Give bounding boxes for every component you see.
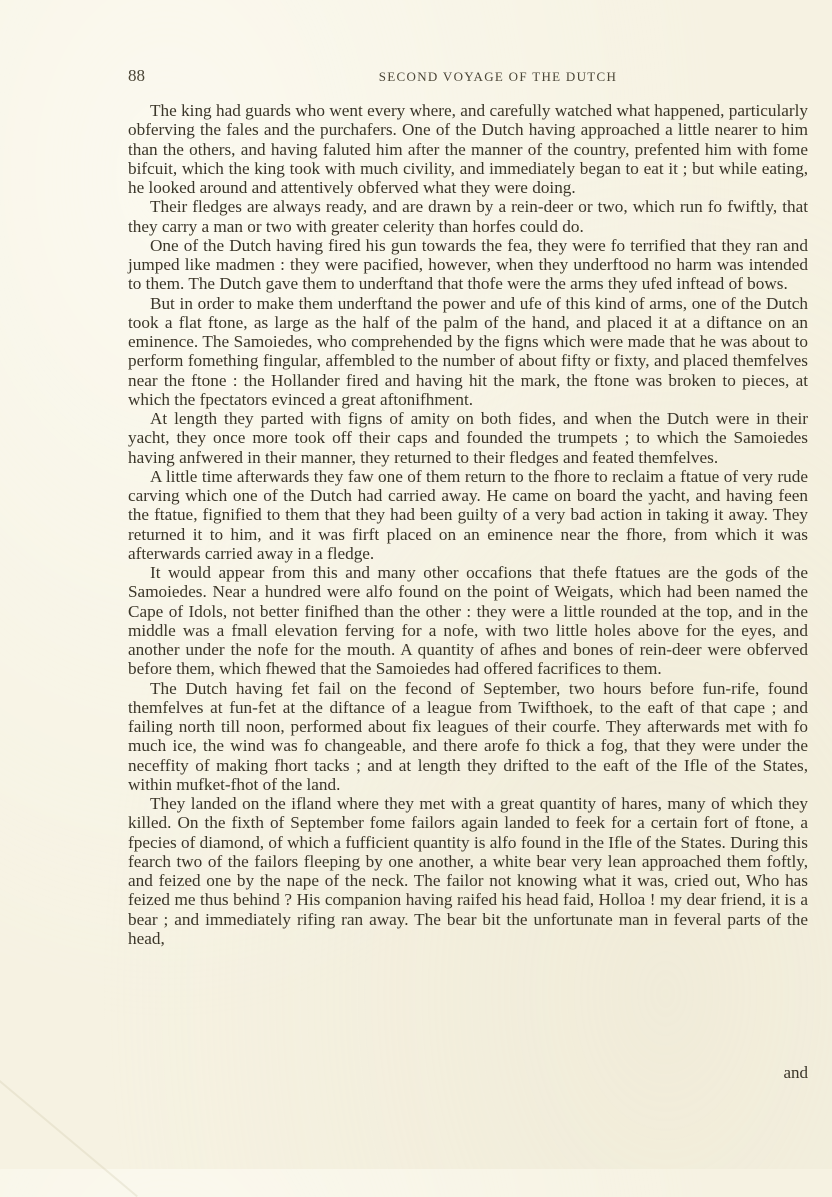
catchword: and <box>783 1063 808 1082</box>
paragraph-stone-demonstration: But in order to make them underftand the power and ufe of this kind of arms, one of the Dutch took a flat ftone, as large as the half of the palm of the hand, and placed it at a diftance on an eminence. The Samoiedes, who comprehended by the figns which were made that he was about to perform fomething fingular, affembled to the number of about fifty or fixty, and placed themfelves near the ftone : the Hollander fired and having hit the mark, the ftone was broken to pieces, at which the fpectators evinced a great aftonifhment. <box>128 293 808 409</box>
paragraph-white-bear: They landed on the ifland where they met with a great quantity of hares, many of which they killed. On the fixth of September fome failors again landed to feek for a certain fort of ftone, a fpecies of diamond, of which a fufficient quantity is alfo found in the Ifle of the States. During this fearch two of the failors fleeping by one another, a white bear very lean approached them foftly, and feized one by the nape of the neck. The failor not knowing what it was, cried out, Who has feized me thus behind ? His companion having raifed his head faid, Holloa ! my dear friend, it is a bear ; and immediately rifing ran away. The bear bit the unfortunate man in feveral parts of the head, <box>128 794 808 948</box>
running-head <box>128 66 808 88</box>
paper-fold-mark <box>0 1080 138 1197</box>
paragraph-gun-fired: One of the Dutch having fired his gun towards the fea, they were fo terrified that they ran and jumped like madmen : they were pacified, however, when they underftood no harm was intended to them. The Dutch gave them to underftand that thofe were the arms they ufed inftead of bows. <box>128 235 808 294</box>
body-text <box>128 101 808 948</box>
paragraph-statue: A little time afterwards they faw one of them return to the fhore to reclaim a ftatue of very rude carving which one of the Dutch had carried away. He came on board the yacht, and having feen the ftatue, fignified to them that they had been guilty of a very bad action in taking it away. They returned it to him, and it was firft placed on an eminence near the fhore, from which it was afterwards carried away in a fledge. <box>128 466 808 563</box>
page-number: 88 <box>128 66 145 85</box>
paragraph-gods-of-samoiedes: It would appear from this and many other occafions that thefe ftatues are the gods of the Samoiedes. Near a hundred were alfo found on the point of Weigats, which had been named the Cape of Idols, not better finifhed than the other : they were a little rounded at the top, and in the middle was a fmall elevation ferving for a nofe, with two little holes above for the eyes, and another under the nofe for the mouth. A quantity of afhes and bones of rein-deer were obferved before them, which fhewed that the Samoiedes had offered facrifices to them. <box>128 563 808 679</box>
paragraph-sledges: Their fledges are always ready, and are drawn by a rein-deer or two, which run fo fwiftly, that they carry a man or two with greater celerity than horfes could do. <box>128 197 808 236</box>
running-title: SECOND VOYAGE OF THE DUTCH <box>378 69 618 84</box>
paragraph-king-guards: The king had guards who went every where, and carefully watched what happened, particularly obferving the fales and the purchafers. One of the Dutch having approached a little nearer to him than the others, and having faluted him after the manner of the country, prefented him with fome bifcuit, which the king took with much civility, and immediately began to eat it ; but while eating, he looked around and attentively obferved what they were doing. <box>128 101 808 197</box>
paragraph-parting: At length they parted with figns of amity on both fides, and when the Dutch were in their yacht, they once more took off their caps and founded the trumpets ; to which the Samoiedes having anfwered in their manner, they returned to their fledges and feated themfelves. <box>128 409 808 467</box>
paragraph-set-sail: The Dutch having fet fail on the fecond of September, two hours before fun-rife, found themfelves at fun-fet at the diftance of a league from Twifthoek, to the eaft of that cape ; and failing north till noon, performed about fix leagues of their courfe. They afterwards met with fo much ice, the wind was fo changeable, and there arofe fo thick a fog, that they were under the neceffity of making fhort tacks ; and at length they drifted to the eaft of the Ifle of the States, within mufket-fhot of the land. <box>128 678 808 794</box>
